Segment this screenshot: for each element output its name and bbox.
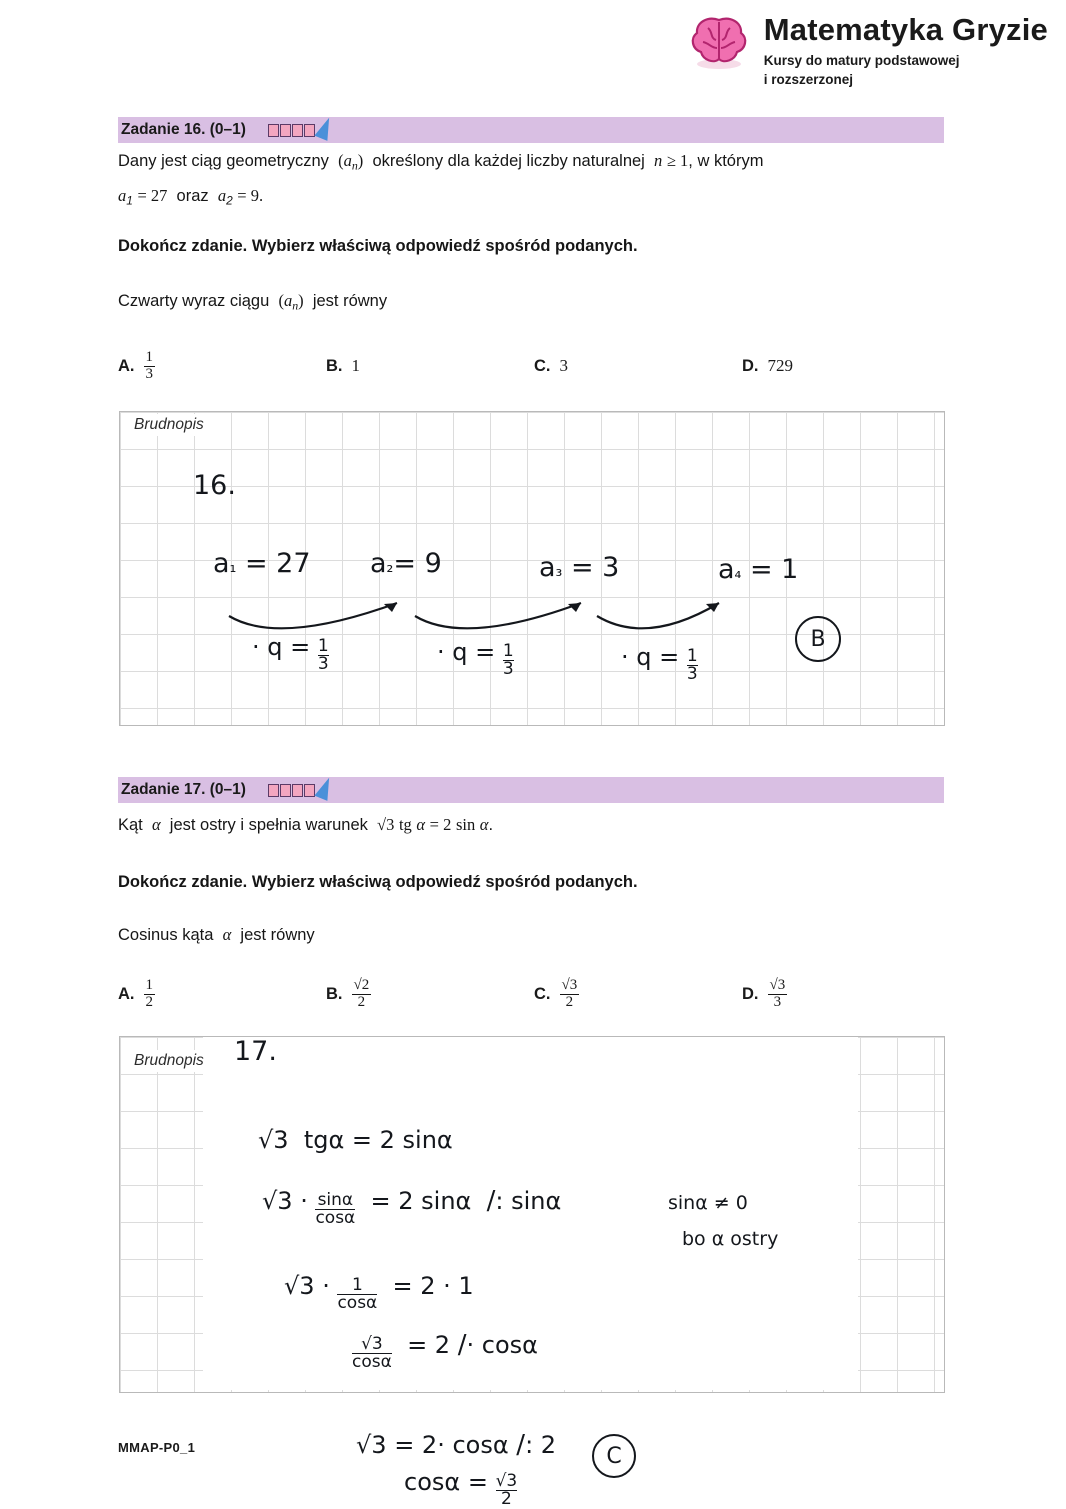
footer-code: MMAP-P0_1 <box>118 1440 196 1455</box>
task17-answer-b[interactable] <box>326 978 534 1011</box>
hw-task16-ratio-1: · q = $\frac{1}{3}$ <box>252 633 329 675</box>
task17-answer-d-letter: D. <box>742 984 759 1003</box>
task17-answer-b-letter: B. <box>326 984 343 1003</box>
task16-answer-d-letter: D. <box>742 356 759 375</box>
task17-title: Zadanie 17. (0–1) <box>121 781 246 798</box>
hw-task16-term-1: a₁ = 27 <box>213 548 311 579</box>
task17-answer-c-letter: C. <box>534 984 551 1003</box>
hw-task16-arrows <box>119 411 943 724</box>
task16-answer-b-letter: B. <box>326 356 343 375</box>
brain-icon <box>688 14 750 74</box>
task17-answer-c[interactable] <box>534 978 742 1011</box>
task17-header-bar <box>118 777 944 803</box>
brand-text <box>764 14 1048 90</box>
task16-answer-d-value: 729 <box>767 356 793 376</box>
task16-answer-c[interactable] <box>534 350 742 383</box>
hw-task17-number: 17. <box>234 1036 277 1067</box>
hw-task16-circled-answer: B <box>795 616 841 662</box>
hw-task17-line-3: √3 · $\frac{1}{\cos\alpha}$ = 2 · 1 <box>284 1272 474 1314</box>
task16-answer-a[interactable] <box>118 350 326 383</box>
task17-answer-a-letter: A. <box>118 984 135 1003</box>
task16-answer-a-letter: A. <box>118 356 135 375</box>
task17-scratch-label: Brudnopis <box>124 1050 213 1072</box>
task16-header-bar <box>118 117 944 143</box>
hw-task16-term-4: a₄ = 1 <box>718 554 799 585</box>
brand-subtitle-line2: i rozszerzonej <box>763 72 854 88</box>
hw-task17-line-4: $\frac{√3}{\cos\alpha}$ = 2 /· cosα <box>352 1330 538 1373</box>
hw-task17-side-note-2: bo α ostry <box>682 1228 779 1250</box>
hw-task16-ratio-2: · q = $\frac{1}{3}$ <box>437 638 514 680</box>
brand-subtitle-line1: Kursy do matury podstawowej <box>763 52 960 68</box>
hw-task16-number: 16. <box>193 470 236 501</box>
task17-answer-d-value: $\frac{√3}{3}$ <box>769 977 786 1010</box>
hw-task17-line-5: √3 = 2· cosα /: 2 <box>356 1430 557 1460</box>
hw-task17-line-1: √3 tgα = 2 sinα <box>258 1126 453 1154</box>
hw-task17-line-6: cosα = $\frac{√3}{2}$ <box>404 1468 518 1509</box>
hw-task16-term-3: a₃ = 3 <box>539 552 620 583</box>
task17-answer-b-value: $\frac{√2}{2}$ <box>353 977 370 1010</box>
hw-task17-line-2: √3 · $\frac{\sin\alpha}{\cos\alpha}$ = 2 sinα /: sinα <box>262 1186 562 1229</box>
hw-task17-circled-answer: C <box>592 1434 636 1478</box>
task16-answer-b-value: 1 <box>351 356 360 376</box>
task16-answer-c-letter: C. <box>534 356 551 375</box>
task16-answer-d[interactable] <box>742 350 942 383</box>
task16-statement: Dany jest ciąg geometryczny $(a_n)$ określony dla każdej liczby naturalnej n ≥ 1, w którym $a_1 = 27$ oraz $a_2 = 9$. <box>118 151 764 208</box>
hw-task16-ratio-3: · q = $\frac{1}{3}$ <box>621 643 698 685</box>
pencil-icon <box>314 115 335 141</box>
hw-task16-term-2: a₂= 9 <box>370 548 442 579</box>
task16-question: Czwarty wyraz ciągu $(a_n)$ jest równy <box>118 291 388 313</box>
task16-title: Zadanie 16. (0–1) <box>121 121 246 138</box>
task17-question: Cosinus kąta α jest równy <box>118 925 315 944</box>
task16-points-marks <box>268 124 315 137</box>
task16-answers <box>118 350 944 383</box>
task17-answer-c-value: $\frac{√3}{2}$ <box>561 977 578 1010</box>
brand-header <box>688 14 1048 90</box>
task16-answer-a-value: $\frac{1}{3}$ <box>145 349 153 382</box>
task16-answer-c-value: 3 <box>559 356 568 376</box>
task17-answer-a-value: $\frac{1}{2}$ <box>145 977 153 1010</box>
brand-title: Matematyka Gryzie <box>763 12 1048 47</box>
hw-task17-side-note-1: sinα ≠ 0 <box>668 1192 748 1214</box>
task16-instruction: Dokończ zdanie. Wybierz właściwą odpowiedź spośród podanych. <box>118 237 638 255</box>
task17-answer-d[interactable] <box>742 978 942 1011</box>
task17-answer-a[interactable] <box>118 978 326 1011</box>
task17-instruction: Dokończ zdanie. Wybierz właściwą odpowiedź spośród podanych. <box>118 873 638 891</box>
task17-answers <box>118 978 944 1011</box>
task16-scratch-label: Brudnopis <box>124 414 213 436</box>
task16-answer-b[interactable] <box>326 350 534 383</box>
task17-statement: Kąt α jest ostry i spełnia warunek √3 tg α = 2 sin α. <box>118 815 494 834</box>
task17-points-marks <box>268 784 315 797</box>
pencil-icon-2 <box>314 775 335 801</box>
